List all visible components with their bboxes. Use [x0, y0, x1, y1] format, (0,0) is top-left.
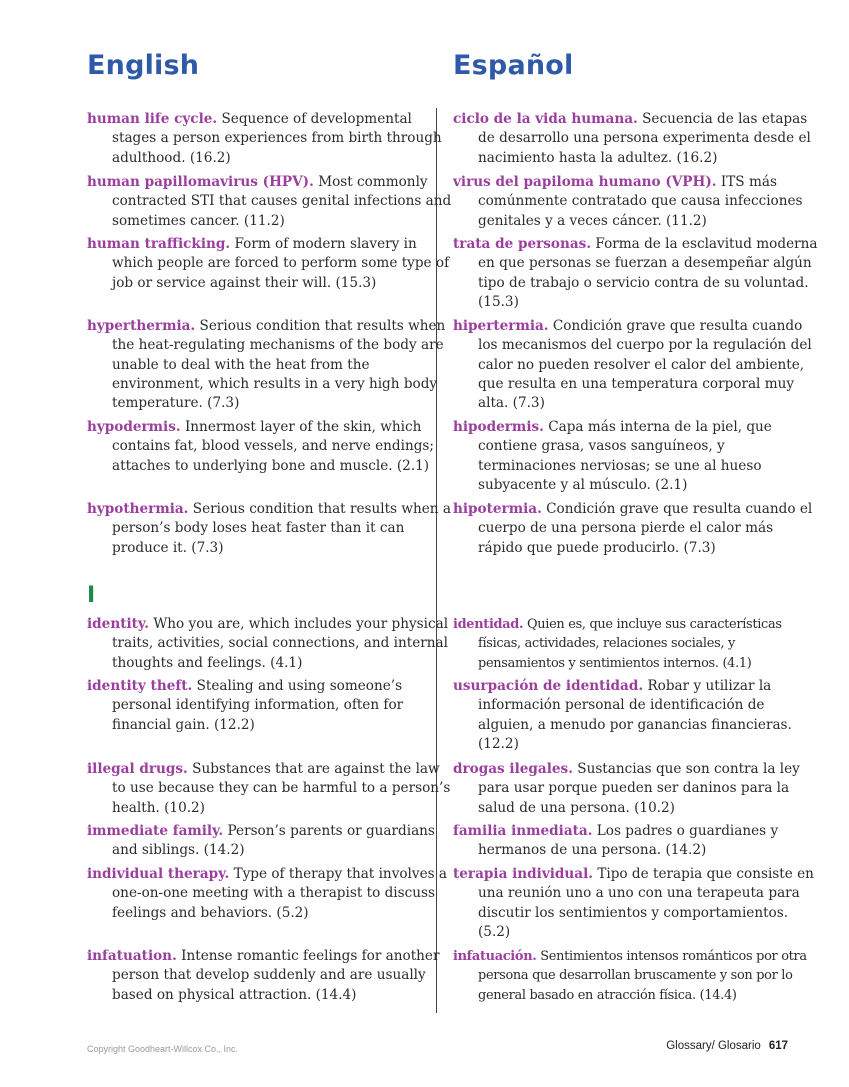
entry-definition: Robar y utilizar la información personal de identificación de alguien, a menudo por ganancias financieras. (12.2)	[478, 678, 792, 752]
glossary-entry-en	[87, 677, 452, 735]
glossary-entry-es	[453, 110, 818, 168]
glossary-entry-en	[87, 947, 452, 1005]
glossary-entry-es	[453, 615, 818, 673]
glossary-entry-en	[87, 615, 452, 673]
glossary-entry-es	[453, 865, 818, 942]
entry-term: illegal drugs.	[87, 761, 188, 777]
entry-definition: Sequence of developmental stages a person experiences from birth through adulthood. (16.2)	[112, 111, 442, 166]
entry-definition: ITS más comúnmente contratado que causa infecciones genitales y a veces cáncer. (11.2)	[478, 174, 803, 229]
entry-term: drogas ilegales.	[453, 761, 573, 777]
entry-term: identidad.	[453, 617, 524, 632]
glossary-entry-es	[453, 947, 818, 1005]
entry-definition: Stealing and using someone’s personal identifying information, often for financial gain. (12.2)	[112, 678, 404, 733]
glossary-entry-es	[453, 317, 818, 413]
entry-term: terapia individual.	[453, 866, 593, 882]
entry-term: familia inmediata.	[453, 823, 593, 839]
entry-term: hipertermia.	[453, 318, 549, 334]
entry-term: hypothermia.	[87, 501, 189, 517]
glossary-entry-en	[87, 173, 452, 231]
entry-term: identity.	[87, 616, 149, 632]
page-footer	[666, 1040, 788, 1052]
entry-term: infatuation.	[87, 948, 177, 964]
entry-definition: Serious condition that results when the heat-regulating mechanisms of the body are unable to deal with the heat from the environment, which results in a very high body temperature. (7.3)	[112, 318, 446, 412]
spanish-column-heading: Español	[453, 50, 574, 81]
page-number: 617	[768, 1040, 788, 1052]
letter-section-heading: I	[87, 583, 96, 608]
glossary-entry-es	[453, 418, 818, 495]
entry-definition: Secuencia de las etapas de desarrollo una persona experimenta desde el nacimiento hasta la adultez. (16.2)	[478, 111, 811, 166]
entry-term: hipotermia.	[453, 501, 542, 517]
glossary-entry-es	[453, 500, 818, 558]
entry-term: virus del papiloma humano (VPH).	[453, 174, 717, 190]
entry-term: individual therapy.	[87, 866, 230, 882]
entry-definition: Who you are, which includes your physical traits, activities, social connections, and internal thoughts and feelings. (4.1)	[112, 616, 449, 671]
entry-term: usurpación de identidad.	[453, 678, 644, 694]
glossary-entry-es	[453, 677, 818, 754]
entry-definition: Most commonly contracted STI that causes genital infections and sometimes cancer. (11.2)	[112, 174, 452, 229]
entry-definition: Sentimientos intensos románticos por otra persona que desarrollan bruscamente y son por lo general basado en atracción física. (14.4)	[478, 949, 807, 1003]
section-label: Glossary/ Glosario	[666, 1040, 761, 1052]
glossary-entry-en	[87, 235, 452, 293]
entry-term: infatuación.	[453, 949, 537, 964]
entry-definition: Type of therapy that involves a one-on-one meeting with a therapist to discuss feelings and behaviors. (5.2)	[112, 866, 448, 921]
entry-definition: Condición grave que resulta cuando el cuerpo de una persona pierde el calor más rápido que puede producirlo. (7.3)	[478, 501, 813, 556]
entry-term: trata de personas.	[453, 236, 592, 252]
entry-term: immediate family.	[87, 823, 224, 839]
entry-definition: Sustancias que son contra la ley para usar porque pueden ser daninos para la salud de una persona. (10.2)	[478, 761, 800, 816]
glossary-entry-en	[87, 317, 452, 413]
entry-definition: Quien es, que incluye sus características físicas, actividades, relaciones sociales, y pensamientos y sentimientos internos. (4.1)	[478, 617, 782, 671]
glossary-entry-en	[87, 418, 452, 476]
entry-term: human life cycle.	[87, 111, 218, 127]
entry-definition: Innermost layer of the skin, which contains fat, blood vessels, and nerve endings; attaches to underlying bone and muscle. (2.1)	[112, 419, 434, 474]
copyright-notice: Copyright Goodheart-Willcox Co., Inc.	[87, 1044, 239, 1054]
glossary-entry-en	[87, 865, 452, 923]
entry-definition: Intense romantic feelings for another person that develop suddenly and are usually based on physical attraction. (14.4)	[112, 948, 440, 1003]
entry-definition: Forma de la esclavitud moderna en que personas se fuerzan a desempeñar algún tipo de trabajo o servicio contra de su voluntad. (15.3)	[478, 236, 818, 310]
entry-definition: Person’s parents or guardians and siblings. (14.2)	[112, 823, 435, 859]
entry-definition: Substances that are against the law to use because they can be harmful to a person’s health. (10.2)	[112, 761, 451, 816]
entry-definition: Serious condition that results when a person’s body loses heat faster than it can produce it. (7.3)	[112, 501, 451, 556]
glossary-entry-es	[453, 235, 818, 312]
glossary-entry-en	[87, 500, 452, 558]
entry-term: hypodermis.	[87, 419, 181, 435]
entry-term: ciclo de la vida humana.	[453, 111, 638, 127]
entry-term: human papillomavirus (HPV).	[87, 174, 314, 190]
glossary-entry-en	[87, 760, 452, 818]
entry-term: hyperthermia.	[87, 318, 196, 334]
entry-definition: Condición grave que resulta cuando los mecanismos del cuerpo por la regulación del calor no pueden resolver el calor del ambiente, que resulta en una temperatura corporal muy alta. (7.3)	[478, 318, 812, 412]
entry-definition: Form of modern slavery in which people are forced to perform some type of job or service against their will. (15.3)	[112, 236, 450, 291]
entry-term: identity theft.	[87, 678, 193, 694]
glossary-entry-en	[87, 110, 452, 168]
english-column-heading: English	[87, 50, 200, 81]
glossary-entry-es	[453, 822, 818, 861]
glossary-entry-es	[453, 173, 818, 231]
glossary-entry-es	[453, 760, 818, 818]
entry-definition: Capa más interna de la piel, que contiene grasa, vasos sanguíneos, y terminaciones nerviosas; se une al hueso subyacente y al músculo. (2.1)	[478, 419, 772, 493]
glossary-entry-en	[87, 822, 452, 861]
entry-definition: Tipo de terapia que consiste en una reunión uno a uno con una terapeuta para discutir los sentimientos y comportamientos. (5.2)	[478, 866, 814, 940]
entry-definition: Los padres o guardianes y hermanos de una persona. (14.2)	[478, 823, 779, 859]
entry-term: hipodermis.	[453, 419, 544, 435]
entry-term: human trafficking.	[87, 236, 231, 252]
